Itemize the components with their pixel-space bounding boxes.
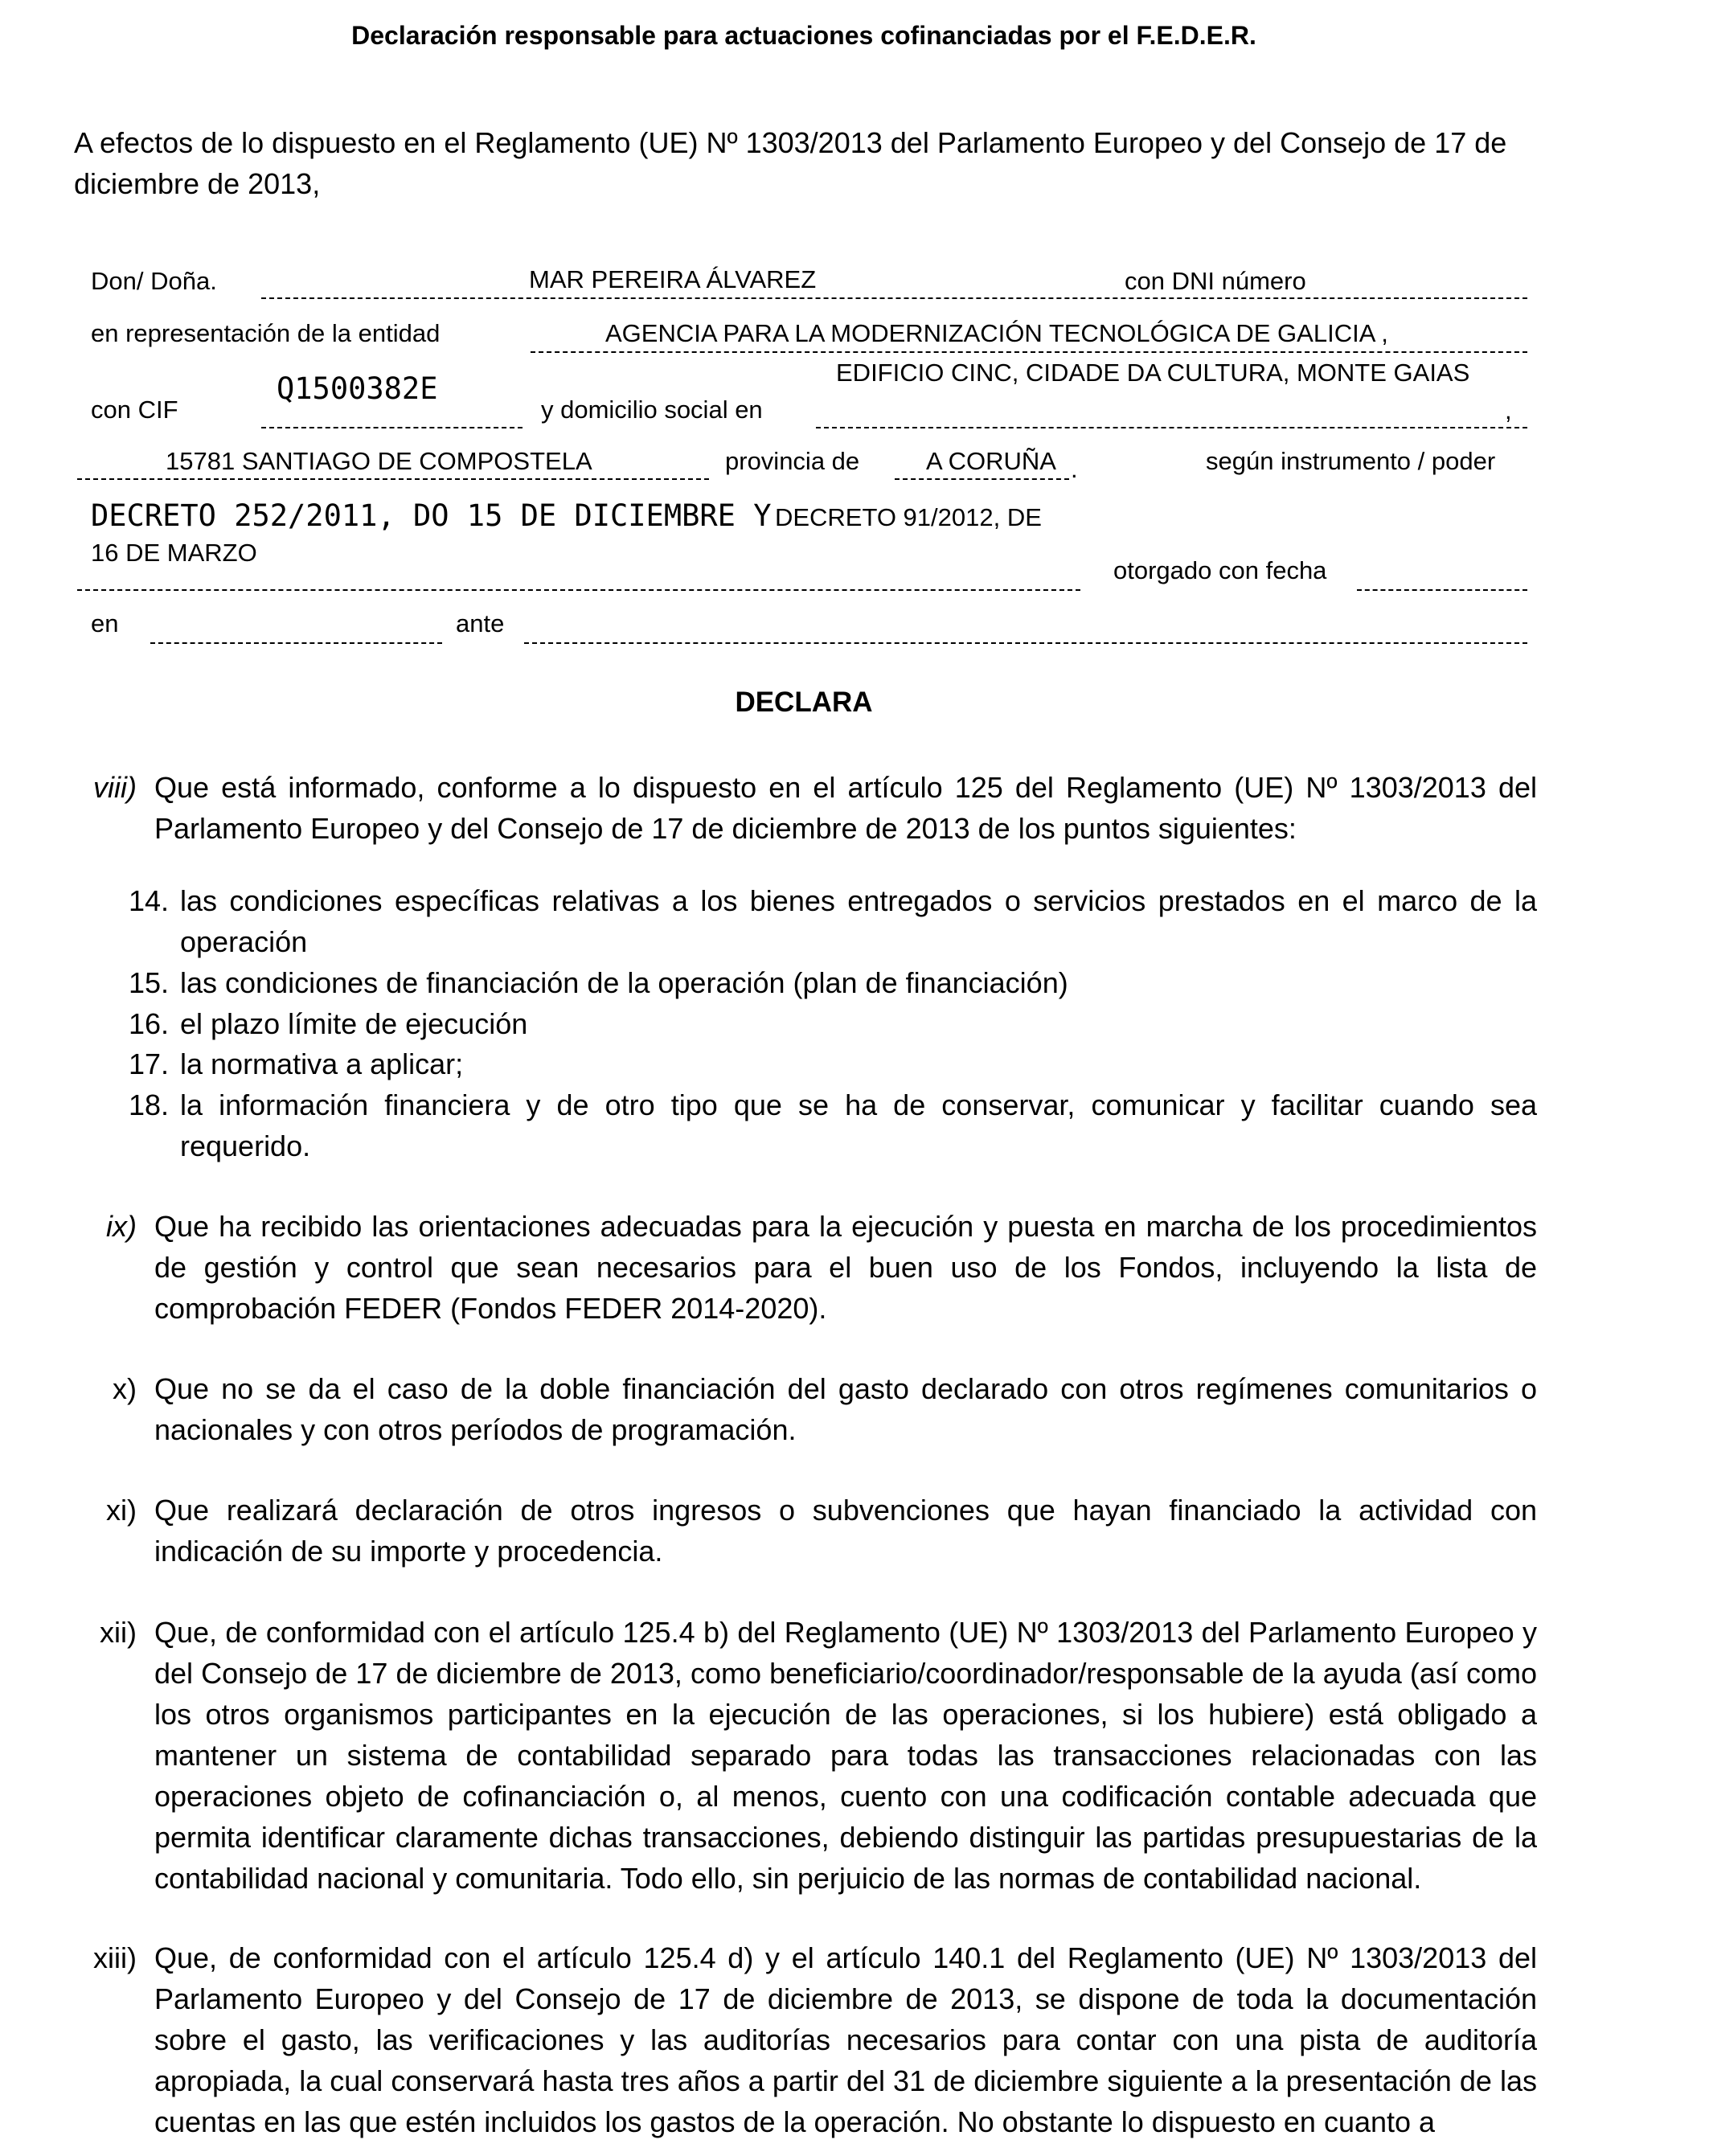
instrument-label: según instrumento / poder [1206,447,1496,475]
city-line [77,478,709,480]
domicile-value: EDIFICIO CINC, CIDADE DA CULTURA, MONTE GAIAS [836,359,1470,387]
instrument-value-line1 [91,498,1042,533]
item-text: Que, de conformidad con el artículo 125.4 d) y el artículo 140.1 del Reglamento (UE) Nº 1303/2013 del Parlamento Europeo y del Consejo de 17 de diciembre de 2013, se dispone de toda la documentación sobre el gasto, las verificaciones y las auditorías necesarios para contar con una pista de auditoría apropiada, la cual conservará hasta tres años a partir del 31 de diciembre siguiente a la presentación de las cuentas en las que estén incluidos los gastos de la operación. No obstante lo dispuesto en cuanto a [154,1941,1537,2138]
province-label: provincia de [725,447,860,475]
item-marker: xiii) [93,1941,137,1974]
point-text: la información financiera y de otro tipo que se ha de conservar, comunicar y facilitar cuando sea requerido. [180,1088,1537,1162]
item-text: Que no se da el caso de la doble financiación del gasto declarado con otros regímenes comunitarios o nacionales y con otros períodos de programación. [154,1372,1537,1446]
item-text: Que está informado, conforme a lo dispuesto en el artículo 125 del Reglamento (UE) Nº 1303/2013 del Parlamento Europeo y del Consejo de 17 de diciembre de 2013 de los puntos siguientes: [154,771,1537,845]
point-text: la normativa a aplicar; [180,1047,464,1080]
item-text: Que ha recibido las orientaciones adecuadas para la ejecución y puesta en marcha de los procedimientos de gestión y control que sean necesarios para el buen uso de los Fondos, incluyendo la lista de comprobación FEDER (Fondos FEDER 2014-2020). [154,1210,1537,1325]
province-value: A CORUÑA [926,447,1056,475]
domicile-line [816,427,1527,428]
point-text: el plazo límite de ejecución [180,1007,528,1040]
cif-label: con CIF [91,396,178,424]
point-number: 16. [128,1007,169,1040]
domicile-comma: , [1505,396,1512,424]
declara-heading: DECLARA [735,687,873,718]
in-line [150,642,442,644]
granted-date-line [1357,589,1527,591]
item-marker: xi) [106,1494,137,1527]
point-text: las condiciones específicas relativas a los bienes entregados o servicios prestados en el marco de la operación [180,884,1537,958]
province-period: . [1071,455,1078,483]
item-marker: x) [113,1372,137,1405]
before-label: ante [456,609,505,637]
intro-paragraph: A efectos de lo dispuesto en el Reglamento (UE) Nº 1303/2013 del Parlamento Europeo y del Consejo de 17 de diciembre de 2013, [74,126,1507,200]
item-marker: viii) [93,771,137,804]
instrument-value-line2: 16 DE MARZO [91,539,257,567]
in-label: en [91,609,119,637]
item-marker: ix) [106,1210,137,1243]
cif-value: Q1500382E [277,371,438,406]
don-label: Don/ Doña. [91,267,217,295]
point-number: 15. [128,966,169,999]
entity-value: AGENCIA PARA LA MODERNIZACIÓN TECNOLÓGICA DE GALICIA , [605,319,1388,347]
point-text: las condiciones de financiación de la operación (plan de financiación) [180,966,1068,999]
name-value: MAR PEREIRA ÁLVAREZ [529,265,817,293]
cif-line [261,427,523,428]
entity-label: en representación de la entidad [91,319,441,347]
dni-label: con DNI número [1125,267,1306,295]
point-number: 18. [128,1088,169,1121]
document-title: Declaración responsable para actuaciones cofinanciadas por el F.E.D.E.R. [351,21,1256,50]
entity-line [531,351,1527,353]
province-line [895,478,1069,480]
instrument-line [77,589,1080,591]
before-line [524,642,1527,644]
granted-label: otorgado con fecha [1113,556,1327,584]
point-number: 17. [128,1047,169,1080]
instrument-value-part1: DECRETO 252/2011, DO 15 DE DICIEMBRE Y [91,498,772,533]
city-value: 15781 SANTIAGO DE COMPOSTELA [166,447,592,475]
item-marker: xii) [100,1616,137,1649]
item-text: Que, de conformidad con el artículo 125.4 b) del Reglamento (UE) Nº 1303/2013 del Parlamento Europeo y del Consejo de 17 de diciembre de 2013, como beneficiario/coordinador/responsable de la ayuda (así como los otros organismos participantes en la ejecución de las operaciones, si los hubiere) está obligado a mantener un sistema de contabilidad separado para todas las transacciones relacionadas con las operaciones objeto de cofinanciación o, al menos, cuento con una codificación contable adecuada que permita identificar claramente dichas transacciones, debiendo distinguir las partidas presupuestarias de la contabilidad nacional y comunitaria. Todo ello, sin perjuicio de las normas de contabilidad nacional. [154,1616,1537,1895]
point-number: 14. [128,884,169,917]
instrument-value-part2: DECRETO 91/2012, DE [774,503,1042,531]
name-dni-line [261,297,1527,299]
domicile-label: y domicilio social en [541,396,763,424]
item-text: Que realizará declaración de otros ingresos o subvenciones que hayan financiado la actividad con indicación de su importe y procedencia. [154,1494,1537,1568]
